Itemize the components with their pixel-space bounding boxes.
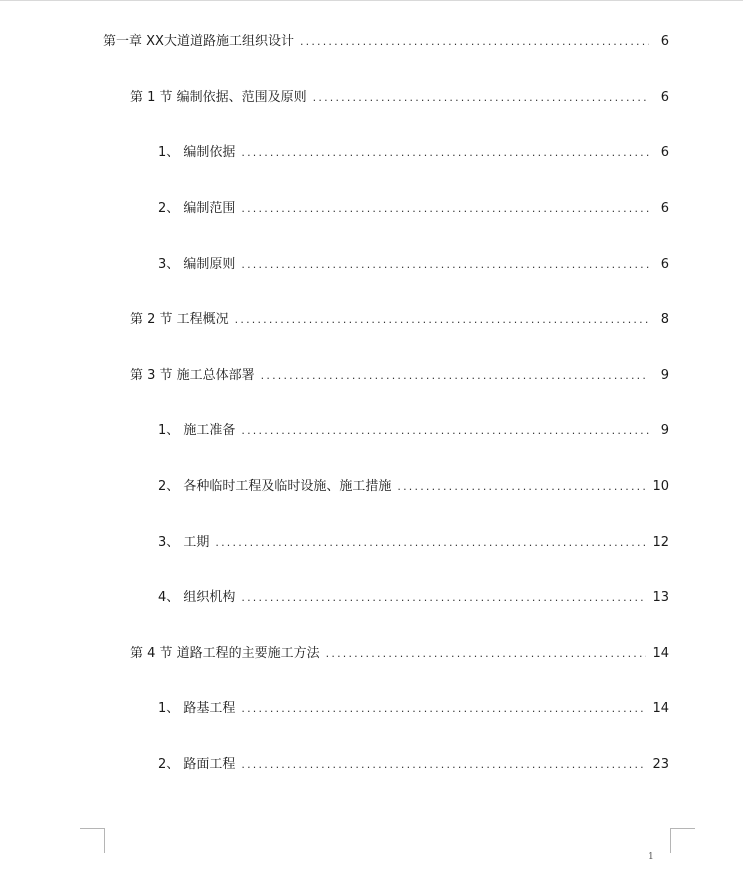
- toc-entry-page: 13: [652, 590, 669, 605]
- toc-entry-page: 6: [660, 201, 669, 216]
- toc-entry-page: 6: [660, 34, 669, 49]
- toc-entry-title: 2、 编制范围: [158, 201, 236, 216]
- toc-dot-leader: [235, 311, 649, 329]
- toc-entry-page: 9: [660, 368, 669, 383]
- toc-entry-page: 12: [652, 535, 669, 550]
- toc-entry-item[interactable]: [158, 534, 669, 552]
- toc-entry-item[interactable]: [158, 422, 669, 440]
- toc-entry-page: 10: [652, 479, 669, 494]
- toc-entry-title: 1、 编制依据: [158, 145, 236, 160]
- toc-entry-item[interactable]: [158, 700, 669, 718]
- toc-entry-title: 1、 路基工程: [158, 701, 236, 716]
- toc-entry-item[interactable]: [158, 256, 669, 274]
- toc-entry-page: 6: [660, 90, 669, 105]
- toc-dot-leader: [241, 144, 649, 162]
- toc-dot-leader: [397, 478, 646, 496]
- toc-entry-page: 14: [652, 646, 669, 661]
- toc-entry-title: 第 2 节 工程概况: [130, 312, 229, 327]
- toc-entry-page: 9: [660, 423, 669, 438]
- page-number: 1: [648, 852, 654, 862]
- toc-entry-title: 2、 各种临时工程及临时设施、施工措施: [158, 479, 392, 494]
- toc-entry-section-2[interactable]: [130, 311, 669, 329]
- toc-entry-item[interactable]: [158, 756, 669, 774]
- toc-entry-title: 第 4 节 道路工程的主要施工方法: [130, 646, 320, 661]
- toc-entry-title: 4、 组织机构: [158, 590, 236, 605]
- toc-entry-section-1[interactable]: [130, 89, 669, 107]
- toc-entry-page: 8: [660, 312, 669, 327]
- toc-dot-leader: [313, 89, 649, 107]
- toc-entry-item[interactable]: [158, 144, 669, 162]
- toc-dot-leader: [326, 645, 647, 663]
- toc-dot-leader: [261, 367, 649, 385]
- toc-entry-title: 3、 编制原则: [158, 257, 236, 272]
- toc-entry-title: 1、 施工准备: [158, 423, 236, 438]
- toc-entry-title: 第 1 节 编制依据、范围及原则: [130, 90, 307, 105]
- toc-entry-item[interactable]: [158, 478, 669, 496]
- toc-dot-leader: [241, 700, 646, 718]
- toc-entry-page: 6: [660, 257, 669, 272]
- toc-entry-item[interactable]: [158, 200, 669, 218]
- page-margin-corner-left: [80, 828, 105, 853]
- toc-dot-leader: [241, 756, 646, 774]
- toc-dot-leader: [215, 534, 646, 552]
- toc-entry-title: 2、 路面工程: [158, 757, 236, 772]
- toc-entry-page: 6: [660, 145, 669, 160]
- toc-dot-leader: [241, 422, 649, 440]
- toc-dot-leader: [241, 589, 646, 607]
- toc-entry-item[interactable]: [158, 589, 669, 607]
- toc-dot-leader: [300, 33, 649, 51]
- toc-entry-page: 14: [652, 701, 669, 716]
- page-margin-corner-right: [670, 828, 695, 853]
- toc-entry-title: 3、 工期: [158, 535, 210, 550]
- toc-dot-leader: [241, 200, 649, 218]
- toc-entry-page: 23: [652, 757, 669, 772]
- toc-entry-section-4[interactable]: [130, 645, 669, 663]
- toc-entry-chapter-1[interactable]: [103, 33, 669, 51]
- toc-entry-section-3[interactable]: [130, 367, 669, 385]
- toc-dot-leader: [241, 256, 649, 274]
- toc-entry-title: 第 3 节 施工总体部署: [130, 368, 255, 383]
- toc-entry-title: 第一章 XX大道道路施工组织设计: [103, 34, 294, 49]
